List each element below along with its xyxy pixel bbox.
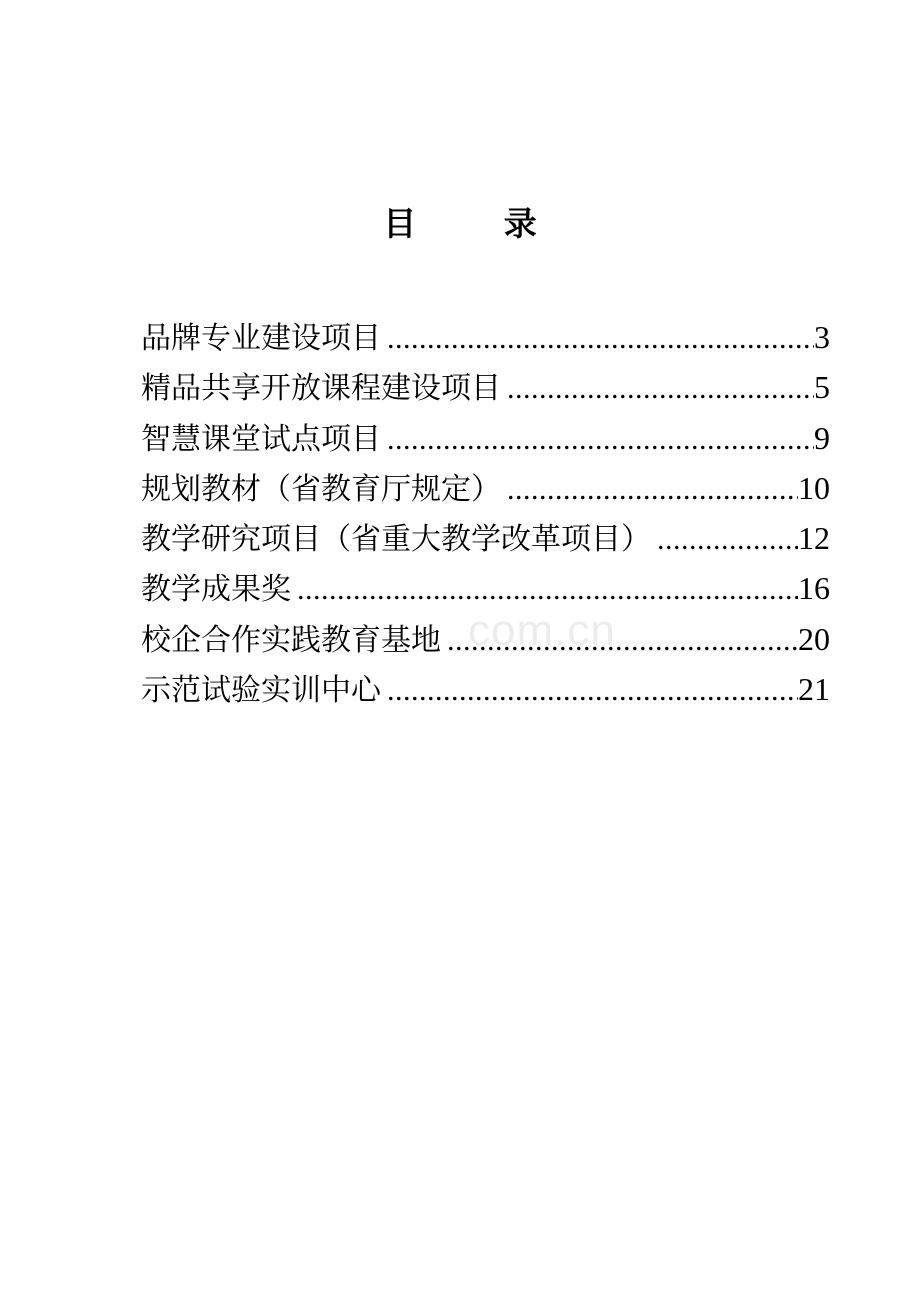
toc-entry-label: 智慧课堂试点项目 [141, 421, 381, 457]
toc-dot-leader [387, 415, 814, 465]
toc-page-number: 16 [798, 570, 830, 607]
toc-page-number: 9 [814, 419, 830, 456]
toc-page-number: 20 [798, 620, 830, 657]
toc-dot-leader [387, 666, 798, 716]
toc-dot-leader [507, 465, 798, 515]
toc-entry-label: 校企合作实践教育基地 [141, 622, 441, 658]
toc-entry-label: 教学成果奖 [141, 572, 291, 608]
toc-entry-label: 规划教材（省教育厅规定） [141, 471, 501, 507]
toc-page-number: 5 [814, 369, 830, 406]
toc-page-number: 12 [798, 520, 830, 557]
toc-page-number: 3 [814, 319, 830, 355]
toc-dot-leader [657, 515, 798, 565]
toc-entry[interactable] [141, 463, 830, 513]
toc-entry[interactable] [141, 312, 830, 362]
toc-entry[interactable] [141, 413, 830, 463]
toc-dot-leader [447, 616, 798, 666]
toc-entry[interactable] [141, 362, 830, 412]
page-title: 目 录 [383, 204, 575, 243]
watermark: com.cn [468, 606, 616, 655]
toc-entry[interactable] [141, 563, 830, 613]
toc-page-number: 21 [798, 671, 830, 708]
toc-entry[interactable] [141, 614, 830, 664]
toc-entry-label: 精品共享开放课程建设项目 [141, 371, 501, 407]
toc-page-number: 10 [798, 469, 830, 506]
toc-dot-leader [387, 314, 814, 364]
toc-entry-label: 品牌专业建设项目 [141, 321, 381, 356]
toc-entry-label: 示范试验实训中心 [141, 673, 381, 709]
toc-entry-label: 教学研究项目（省重大教学改革项目） [141, 522, 651, 558]
toc-dot-leader [507, 364, 814, 414]
table-of-contents [141, 312, 830, 714]
toc-entry[interactable] [141, 664, 830, 714]
toc-entry[interactable] [141, 513, 830, 563]
toc-dot-leader [297, 565, 798, 615]
